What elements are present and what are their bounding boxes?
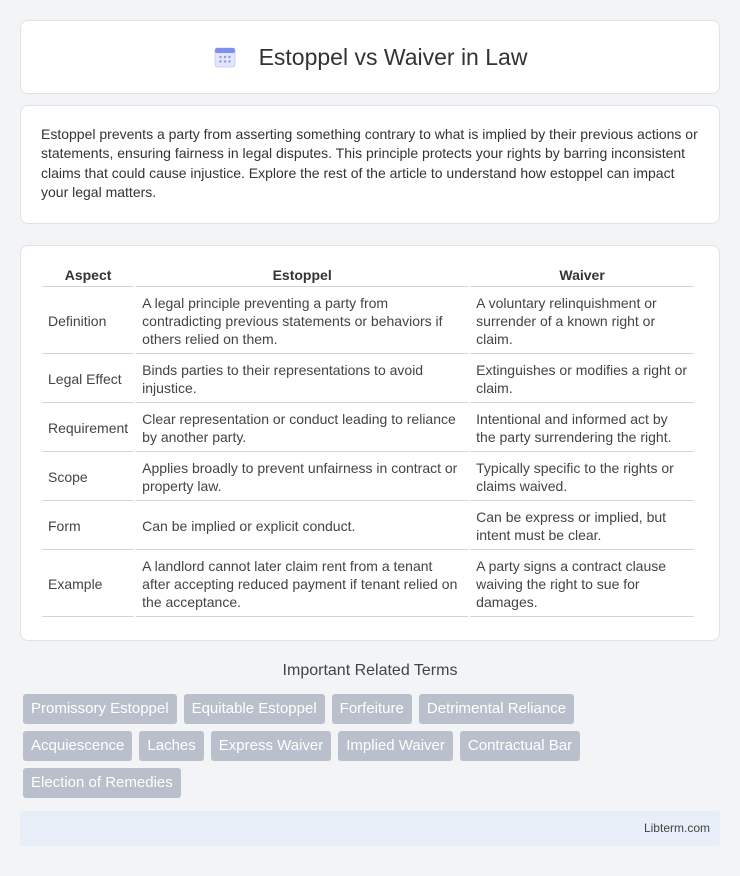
table-row — [42, 550, 694, 617]
tag-laches[interactable]: Laches — [139, 731, 203, 761]
comparison-card — [20, 245, 720, 641]
cell-waiver: A voluntary relinquishment or surrender of a known right or claim. — [470, 287, 694, 354]
cell-aspect: Requirement — [42, 403, 134, 452]
tag-election-of-remedies[interactable]: Election of Remedies — [23, 768, 181, 798]
related-terms-tags — [23, 694, 723, 805]
cell-waiver: Intentional and informed act by the party surrendering the right. — [470, 403, 694, 452]
cell-estoppel: Can be implied or explicit conduct. — [136, 501, 468, 550]
tag-implied-waiver[interactable]: Implied Waiver — [338, 731, 453, 761]
calendar-icon — [213, 45, 237, 69]
table-row — [42, 403, 694, 452]
footer-brand-link[interactable]: Libterm.com — [643, 821, 710, 835]
cell-waiver: Can be express or implied, but intent must be clear. — [470, 501, 694, 550]
cell-estoppel: A landlord cannot later claim rent from a tenant after accepting reduced payment if tenant relied on the acceptance. — [136, 550, 468, 617]
cell-waiver: A party signs a contract clause waiving the right to sue for damages. — [470, 550, 694, 617]
header-estoppel: Estoppel — [136, 263, 468, 287]
page-title: Estoppel vs Waiver in Law — [258, 43, 528, 70]
tag-acquiescence[interactable]: Acquiescence — [23, 731, 132, 761]
table-header-row — [42, 263, 694, 287]
cell-estoppel: Applies broadly to prevent unfairness in contract or property law. — [136, 452, 468, 501]
tag-forfeiture[interactable]: Forfeiture — [332, 694, 412, 724]
table-row — [42, 452, 694, 501]
cell-aspect: Definition — [42, 287, 134, 354]
tag-contractual-bar[interactable]: Contractual Bar — [460, 731, 580, 761]
cell-aspect: Legal Effect — [42, 354, 134, 403]
intro-text: Estoppel prevents a party from asserting something contrary to what is implied by their previous actions or statements, ensuring fairness in legal disputes. This principle protects your rights by barring inconsistent claims that could cause injustice. Explore the rest of the article to understand how estoppel can impact your legal matters. — [41, 126, 698, 200]
tag-row — [23, 731, 723, 761]
table-row — [42, 354, 694, 403]
title-card — [20, 20, 720, 94]
cell-aspect: Scope — [42, 452, 134, 501]
tag-detrimental-reliance[interactable]: Detrimental Reliance — [419, 694, 574, 724]
intro-card — [20, 105, 720, 224]
cell-estoppel: Clear representation or conduct leading to reliance by another party. — [136, 403, 468, 452]
tag-express-waiver[interactable]: Express Waiver — [211, 731, 331, 761]
comparison-table — [40, 263, 696, 617]
table-row — [42, 501, 694, 550]
cell-waiver: Typically specific to the rights or claims waived. — [470, 452, 694, 501]
tag-promissory-estoppel[interactable]: Promissory Estoppel — [23, 694, 177, 724]
tag-equitable-estoppel[interactable]: Equitable Estoppel — [184, 694, 325, 724]
table-row — [42, 287, 694, 354]
tag-row — [23, 694, 723, 724]
header-aspect: Aspect — [42, 263, 134, 287]
cell-estoppel: Binds parties to their representations to avoid injustice. — [136, 354, 468, 403]
cell-aspect: Form — [42, 501, 134, 550]
cell-aspect: Example — [42, 550, 134, 617]
tag-row — [23, 768, 723, 798]
footer — [20, 811, 720, 846]
cell-waiver: Extinguishes or modifies a right or claim. — [470, 354, 694, 403]
related-terms-title: Important Related Terms — [282, 662, 458, 679]
cell-estoppel: A legal principle preventing a party from contradicting previous statements or behaviors if others relied on them. — [136, 287, 468, 354]
header-waiver: Waiver — [470, 263, 694, 287]
